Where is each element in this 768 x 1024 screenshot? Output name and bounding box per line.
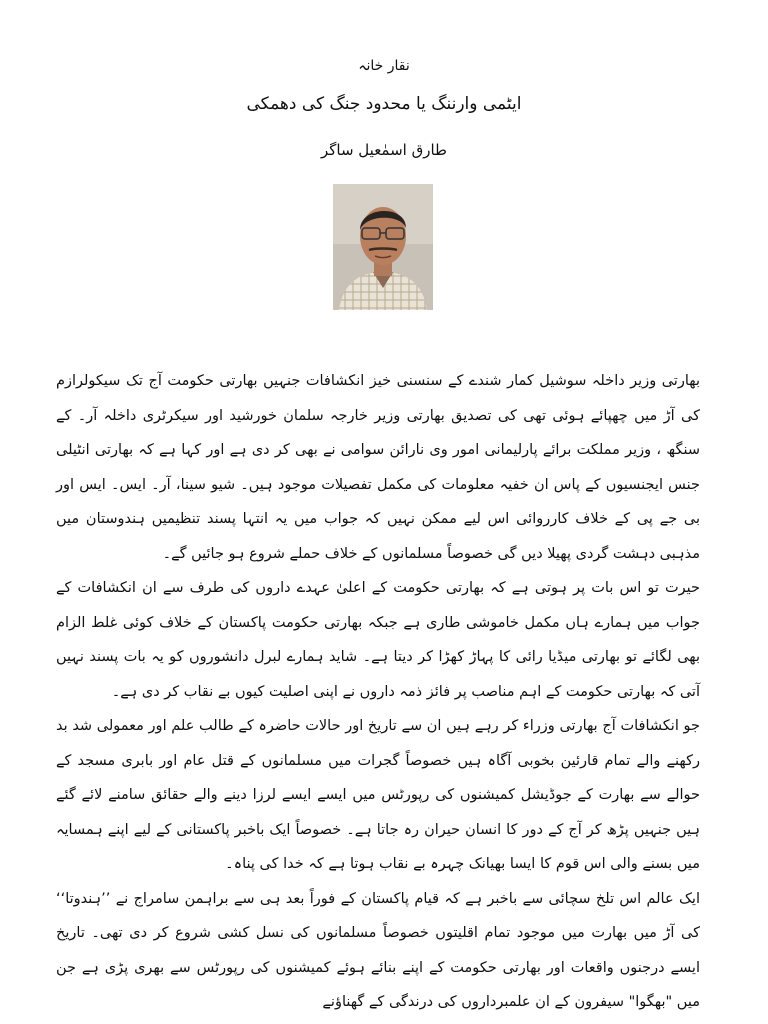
paragraph: جو انکشافات آج بھارتی وزراء کر رہے ہیں ان سے تاریخ اور حالات حاضرہ کے طالب علم اور معمولی شد بد رکھنے والے تمام قارئین بخوبی آگاہ ہیں خصوصاً گجرات میں مسلمانوں کے قتل عام اور بابری مسجد کے حوالے سے بھارت کے جوڈیشل کمیشنوں کی رپورٹس میں ایسے ایسے لرزا دینے والے حقائق سامنے لائے گئے ہیں جنہیں پڑھ کر آج کے دور کا انسان حیران رہ جاتا ہے۔ خصوصاً ایک باخبر پاکستانی کے لیے اپنے ہمسایہ میں بسنے والی اس قوم کا ایسا بھیانک چہرہ بے نقاب ہوتا ہے کہ خدا کی پناہ۔ — [56, 718, 700, 872]
paragraph: ایک عالم اس تلخ سچائی سے باخبر ہے کہ قیام پاکستان کے فوراً بعد ہی سے براہمن سامراج نے ’’ہندوتا‘‘ کی آڑ میں بھارت میں موجود تمام اقلیتوں خصوصاً مسلمانوں کی نسل کشی شروع کر دی تھی۔ تاریخ ایسے درجنوں واقعات اور بھارتی حکومت کے اپنے بنائے ہوئے کمیشنوں کی رپورٹس سے بھری پڑی ہے جن میں "بھگوا" سیفرون کے ان علمبرداروں کی درندگی کے گھناؤنے — [56, 890, 700, 1010]
article-title: ایٹمی وارننگ یا محدود جنگ کی دھمکی — [246, 94, 522, 114]
column-name: نقار خانہ — [358, 58, 410, 74]
paragraph: بھارتی وزیر داخلہ سوشیل کمار شندے کے سنسنی خیز انکشافات جنہیں بھارتی حکومت آج تک سیکولرازم کی آڑ میں چھپائے ہوئی تھی کی تصدیق بھارتی وزیر خارجہ سلمان خورشید اور سیکرٹری داخلہ آر۔ کے سنگھ ، وزیر مملکت برائے پارلیمانی امور وی نارائن سوامی نے بھی کر دی ہے اور کہا ہے کہ بھارتی انٹیلی جنس ایجنسیوں کے پاس ان خفیہ معلومات کی مکمل تفصیلات موجود ہیں۔ شیو سینا، آر۔ ایس۔ ایس اور بی جے پی کے خلاف کارروائی اس لیے ممکن نہیں کہ جواب میں یہ انتہا پسند تنظیمیں ہندوستان میں مذہبی دہشت گردی پھیلا دیں گی خصوصاً مسلمانوں کے خلاف حملے شروع ہو جائیں گے۔ — [56, 373, 700, 562]
author-portrait-icon — [333, 184, 433, 310]
author-name: طارق اسمٰعیل ساگر — [320, 141, 447, 159]
article-body — [56, 364, 700, 1020]
author-portrait-svg — [333, 184, 433, 310]
paragraph: حیرت تو اس بات پر ہوتی ہے کہ بھارتی حکومت کے اعلیٰ عہدے داروں کی طرف سے ان انکشافات کے جواب میں ہمارے ہاں مکمل خاموشی طاری ہے جبکہ بھارتی حکومت پاکستان کے خلاف کوئی غلط الزام بھی لگائے تو بھارتی میڈیا رائی کا پہاڑ کھڑا کر دیتا ہے۔ شاید ہمارے لبرل دانشوروں کو یہ بات پسند نہیں آتی کہ بھارتی حکومت کے اہم مناصب پر فائز ذمہ داروں نے اپنی اصلیت کیوں بے نقاب کر دی ہے۔ — [56, 580, 700, 700]
